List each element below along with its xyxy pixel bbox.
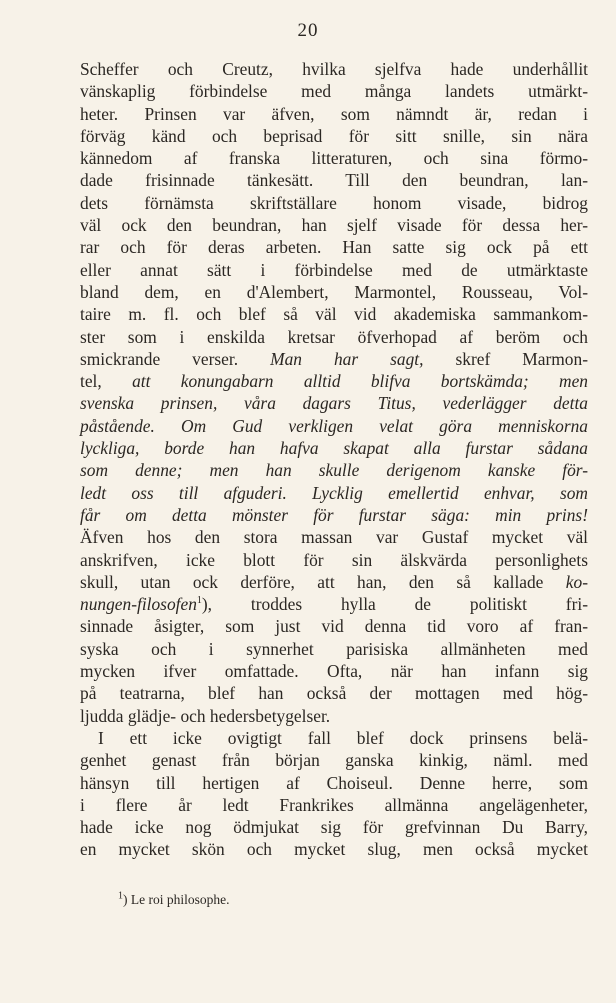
italic-text: svenska prinsen, våra dagars Titus, vederlägger detta bbox=[80, 393, 588, 414]
text-line bbox=[80, 326, 588, 348]
text-line bbox=[80, 593, 588, 615]
text-line bbox=[80, 281, 588, 303]
text-segment: ster som i enskilda kretsar öfverhopad af beröm och bbox=[80, 326, 588, 347]
text-line bbox=[80, 749, 588, 771]
italic-text: Man har sagt, bbox=[270, 348, 424, 369]
text-line bbox=[80, 125, 588, 147]
text-line bbox=[80, 80, 588, 102]
text-line bbox=[80, 660, 588, 682]
text-segment: förväg känd och beprisad för sitt snille, sin nära bbox=[80, 125, 588, 146]
text-segment: vänskaplig förbindelse med många landets utmärkt- bbox=[80, 81, 588, 102]
text-segment: bland dem, en d'Alembert, Marmontel, Rousseau, Vol- bbox=[80, 281, 588, 302]
italic-text: nungen-filosofen bbox=[80, 594, 197, 615]
italic-text: som denne; men han skulle derigenom kanske för- bbox=[80, 460, 588, 481]
footnote-text: ) Le roi philosophe. bbox=[123, 892, 230, 907]
text-line bbox=[80, 794, 588, 816]
text-segment: dets förnämsta skriftställare honom visade, bidrog bbox=[80, 192, 588, 213]
text-line bbox=[80, 705, 588, 727]
text-line bbox=[80, 638, 588, 660]
footnote-marker: 1 bbox=[118, 890, 123, 902]
text-line bbox=[80, 838, 588, 860]
text-line bbox=[80, 504, 588, 526]
text-line bbox=[80, 727, 588, 749]
footnote-reference: 1 bbox=[196, 595, 202, 607]
text-line bbox=[80, 415, 588, 437]
text-line bbox=[80, 58, 588, 80]
text-line bbox=[80, 437, 588, 459]
text-line bbox=[80, 169, 588, 191]
text-line bbox=[80, 303, 588, 325]
text-segment: hade icke nog ödmjukat sig för grefvinnan Du Barry, bbox=[80, 817, 588, 838]
text-line bbox=[80, 236, 588, 258]
text-segment: skref Marmon- bbox=[423, 348, 588, 369]
text-line bbox=[80, 526, 588, 548]
text-segment: syska och i synnerhet parisiska allmänheten med bbox=[80, 638, 588, 659]
text-segment: heter. Prinsen var äfven, som nämndt är, redan i bbox=[80, 103, 588, 124]
text-line bbox=[80, 103, 588, 125]
text-segment: Äfven hos den stora massan var Gustaf mycket väl bbox=[80, 527, 588, 548]
text-segment: smickrande verser. bbox=[80, 348, 271, 369]
text-line bbox=[80, 214, 588, 236]
italic-text: att konungabarn alltid blifva bortskämda; men bbox=[132, 371, 588, 392]
text-segment: mycken ifver omfattade. Ofta, när han infann sig bbox=[80, 661, 588, 682]
italic-text: får om detta mönster för furstar säga: min prins! bbox=[80, 504, 588, 525]
text-segment: tel, bbox=[80, 371, 133, 392]
italic-text: påstående. Om Gud verkligen velat göra menniskorna bbox=[80, 415, 588, 436]
text-segment: skull, utan ock derföre, att han, den så kallade bbox=[80, 571, 566, 592]
text-segment: Scheffer och Creutz, hvilka sjelfva hade underhållit bbox=[80, 59, 588, 79]
text-line bbox=[80, 259, 588, 281]
text-line bbox=[80, 147, 588, 169]
text-line bbox=[80, 816, 588, 838]
text-segment: ), troddes hylla de politiskt fri- bbox=[201, 594, 588, 615]
text-segment: kännedom af franska litteraturen, och sina förmo- bbox=[80, 148, 588, 169]
text-line bbox=[80, 482, 588, 504]
italic-text: lyckliga, borde han hafva skapat alla furstar sådana bbox=[80, 438, 588, 459]
footnote bbox=[118, 892, 229, 908]
text-line bbox=[80, 348, 588, 370]
text-segment: hänsyn till hertigen af Choiseul. Denne herre, som bbox=[80, 772, 588, 793]
page-number: 20 bbox=[297, 20, 319, 41]
text-segment: I ett icke ovigtigt fall blef dock prinsens belä- bbox=[98, 727, 588, 748]
text-line bbox=[80, 192, 588, 214]
text-line bbox=[80, 772, 588, 794]
text-segment: på teatrarna, blef han också der mottagen med hög- bbox=[80, 683, 588, 704]
text-line bbox=[80, 682, 588, 704]
text-segment: rar och för deras arbeten. Han satte sig ock på ett bbox=[80, 237, 588, 258]
text-line bbox=[80, 549, 588, 571]
text-line bbox=[80, 615, 588, 637]
text-line bbox=[80, 571, 588, 593]
text-segment: anskrifven, icke blott för sin älskvärda personlighets bbox=[80, 549, 588, 570]
text-line bbox=[80, 459, 588, 481]
text-segment: ljudda glädje- och hedersbetygelser. bbox=[80, 705, 331, 726]
text-segment: eller annat sätt i förbindelse med de utmärktaste bbox=[80, 259, 588, 280]
text-segment: väl ock den beundran, han sjelf visade för dessa her- bbox=[80, 215, 588, 236]
text-segment: i flere år ledt Frankrikes allmänna angelägenheter, bbox=[80, 794, 588, 815]
text-line bbox=[80, 370, 588, 392]
body-text bbox=[80, 58, 588, 861]
text-segment: sinnade åsigter, som just vid denna tid voro af fran- bbox=[80, 616, 588, 637]
text-segment: taire m. fl. och blef så väl vid akademiska sammankom- bbox=[80, 304, 588, 325]
italic-text: ko- bbox=[565, 571, 588, 592]
italic-text: ledt oss till afguderi. Lycklig emellertid enhvar, som bbox=[80, 482, 588, 503]
text-segment: dade frisinnade tänkesätt. Till den beundran, lan- bbox=[80, 170, 588, 191]
text-segment: en mycket skön och mycket slug, men också mycket bbox=[80, 839, 588, 860]
text-segment: genhet genast från början ganska kinkig, näml. med bbox=[80, 750, 588, 771]
text-line bbox=[80, 392, 588, 414]
